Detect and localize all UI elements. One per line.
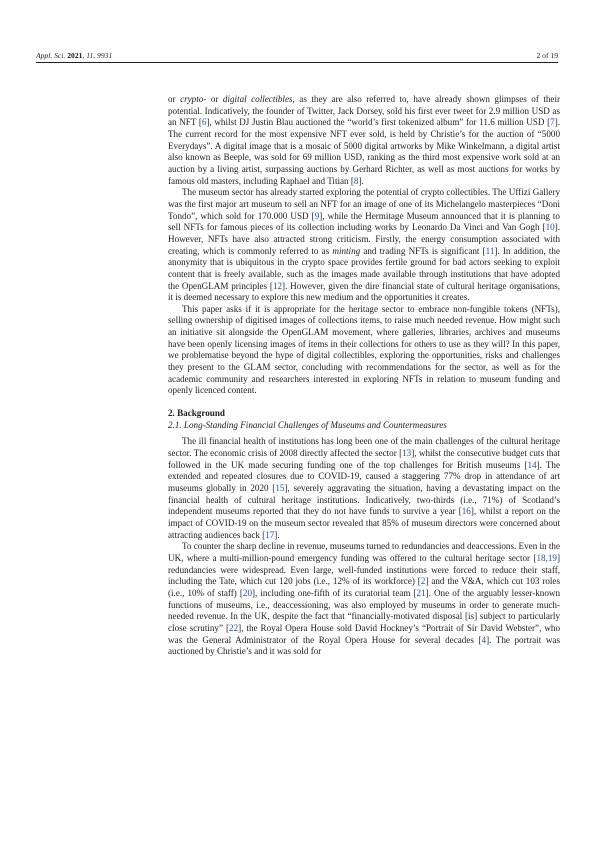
text-run: ] and the V&A, which cut 103 roles (i.e., 10% of staff) [ xyxy=(168,576,561,598)
citation-link[interactable]: 2 xyxy=(420,576,426,587)
citation-link[interactable]: 12 xyxy=(272,280,283,291)
text-run: ]. In addition, the anonymity that is ubiquitous in the crypto space provides fertile ground for bad actors seeking to exploit content that is freely available, such as the images made available through institutions that have adopted the OpenGLAM principles [ xyxy=(168,245,561,291)
body-paragraph xyxy=(168,187,560,304)
text-run: or xyxy=(168,94,181,104)
text-run: ], whilst DJ Justin Blau auctioned the “world’s first tokenized album” for 11.6 million USD [ xyxy=(206,117,551,128)
text-run: The ill financial health of institutions has long been one of the main challenges of the cultural heritage sector. The economic crisis of 2008 directly affected the sector [ xyxy=(168,436,560,459)
citation-link[interactable]: 6 xyxy=(201,117,207,128)
citation-link[interactable]: 20 xyxy=(242,587,253,598)
text-run: ], including one-fifth of its curatorial team [ xyxy=(252,587,417,598)
section-heading: 2. Background xyxy=(168,408,225,419)
citation-link[interactable]: 10 xyxy=(545,222,555,233)
body-paragraph xyxy=(168,304,560,397)
body-paragraph xyxy=(168,94,560,187)
text-run: ], while the Hermitage Museum announced that it is planning to sell NFTs for famous pieces of its collection including works by Leonardo Da Vinci and Van Gogh [ xyxy=(168,210,560,233)
italic-term: crypto- xyxy=(180,94,207,104)
citation-link[interactable]: 18,19 xyxy=(536,552,557,563)
subsection-heading: 2.1. Long-Standing Financial Challenges of Museums and Countermeasures xyxy=(168,419,447,430)
text-run: To counter the sharp decline in revenue, museums turned to redundancies and deaccessions. Even in the UK, where a multi-million-pound emergency funding was offered to the cultural heritage sector [ xyxy=(168,541,560,563)
text-run: ]. One of the arguably lesser-known functions of museums, i.e., deaccessioning, was also employed by museums in order to generate much-needed revenue. In the UK, despite the fact that “financially-motivated disposal [is] subject to particularly close scrutiny” [ xyxy=(168,587,560,633)
text-run: This paper asks if it is appropriate for the heritage sector to embrace non-fungible tokens (NFTs), selling ownership of digitised images of collections items, to raise much needed revenue. How might such an initiative sit alongside the OpenGLAM movement, where galleries, libraries, archives and museums have been openly licensing images of items in their collections for others to use as they will? In this paper, we problematise beyond the hype of digital collectibles, exploring the opportunities, risks and challenges they present to the GLAM sector, concluding with recommendations for the sector, as well as for the academic community and researchers interested in exploring NFTs in relation to museum funding and openly licenced content. xyxy=(168,303,560,396)
citation-link[interactable]: 9 xyxy=(314,210,320,221)
journal-citation: Appl. Sci. 2021, 11, 9931 xyxy=(36,51,113,60)
text-run: ]. The extended and repeated closures due to COVID-19, caused a staggering 77% drop in attendance of art museums globally in 2020 [ xyxy=(168,459,560,493)
italic-term: digital collectibles xyxy=(222,94,293,104)
citation-link[interactable]: 16 xyxy=(461,506,471,517)
citation-link[interactable]: 21 xyxy=(416,587,426,598)
journal-volume: 11 xyxy=(86,51,94,60)
citation-link[interactable]: 7 xyxy=(550,117,555,128)
text-run: ]. xyxy=(358,175,364,186)
citation-link[interactable]: 17 xyxy=(265,529,275,540)
body-paragraph xyxy=(168,436,560,541)
text-run: ], whilst a report on the impact of COVID-19 on the museum sector revealed that 85% of museum directors were concerned about attracting audiences back [ xyxy=(168,506,560,540)
running-header xyxy=(36,51,558,60)
journal-year: 2021 xyxy=(67,51,83,60)
journal-name: Appl. Sci. xyxy=(36,51,66,60)
text-run: or xyxy=(206,94,223,104)
text-run: and trading NFTs is significant [ xyxy=(360,245,486,256)
introduction-paragraphs xyxy=(168,94,560,397)
body-paragraph xyxy=(168,541,560,658)
text-run: ], severely aggravating the situation, having a devastating impact on the financial health of cultural heritage institutions. Indicatively, two-thirds (i.e., 71%) of Scotland’s independent museums reported that they do not have funds to survive a year [ xyxy=(168,483,560,517)
text-run: ] redundancies were widespread. Even large, well-funded institutions were forced to reduce their staff, including the Tate, which cut 120 jobs (i.e., 12% of its workforce) [ xyxy=(168,552,560,587)
text-run: ]. However, NFTs have also attracted strong criticism. Firstly, the energy consumption associated with creating, which is commonly referred to as xyxy=(168,222,560,256)
text-run: ]. However, given the dire financial state of cultural heritage organisations, it is deemed necessary to explore this new medium and the opportunities it creates. xyxy=(168,280,560,303)
citation-link[interactable]: 13 xyxy=(402,448,412,459)
article-number: 9931 xyxy=(97,51,113,60)
italic-term: minting xyxy=(332,245,361,256)
citation-link[interactable]: 14 xyxy=(527,459,537,470)
text-run: The museum sector has already started exploring the potential of crypto collectibles. The Uffizi Gallery was the first major art museum to sell an NFT for an image of one of its Michelangelo masterpieces “Doni Tondo”, which sold for 170.000 USD [ xyxy=(168,187,560,221)
header-rule xyxy=(36,62,558,63)
text-run: ]. xyxy=(274,529,280,540)
citation-link[interactable]: 8 xyxy=(353,175,359,186)
citation-link[interactable]: 11 xyxy=(485,245,495,256)
text-run: ], the Royal Opera House sold David Hockney’s “Portrait of Sir David Webster”, who was the General Administrator of the Royal Opera House for several decades [ xyxy=(168,622,561,645)
text-run: ]. The current record for the most expensive NFT ever sold, is held by Christie’s for the auction of “5000 Everydays”. A digital image that is a mosaic of 5000 digital artworks by Mike Winkelmann, a digital artist also known as Beeple, was sold for 69 million USD, ranking as the third most expensive work sold at an auction by a living artist, surpassing auctions by Gerhard Richter, as well as most auctions for works by famous old masters, including Raphael and Titian [ xyxy=(168,117,560,186)
citation-link[interactable]: 15 xyxy=(275,483,285,493)
background-paragraphs xyxy=(168,436,560,657)
citation-link[interactable]: 22 xyxy=(229,622,239,633)
text-run: ], whilst the consecutive budget cuts that followed in the UK made securing funding one of the top challenges for British museums [ xyxy=(168,448,560,470)
citation-link[interactable]: 4 xyxy=(481,634,487,645)
text-run: , as they are also referred to, have already shown glimpses of their potential. Indicatively, the founder of Twitter, Jack Dorsey, sold his first ever tweet for 2.9 million USD as an NFT [ xyxy=(168,94,560,128)
article-body xyxy=(168,94,560,658)
text-run: ]. The portrait was auctioned by Christie’s and it was sold for xyxy=(168,634,560,657)
page-number: 2 of 19 xyxy=(536,51,558,60)
